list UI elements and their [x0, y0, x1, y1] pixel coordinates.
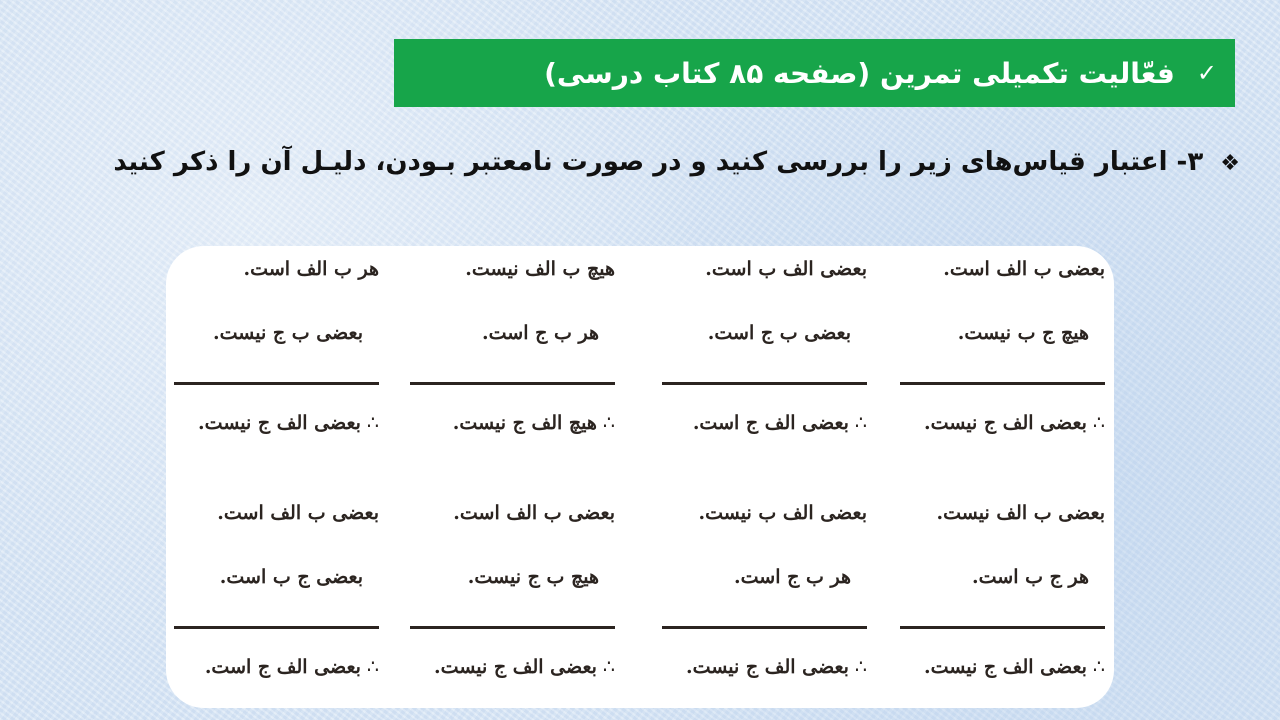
therefore-icon: ∴	[854, 656, 867, 678]
therefore-icon: ∴	[602, 412, 615, 434]
conclusion	[198, 412, 379, 434]
therefore-icon: ∴	[854, 412, 867, 434]
syllogism-2-1	[900, 496, 1105, 696]
activity-title: فعّالیت تکمیلی تمرین (صفحه ۸۵ کتاب درسی)	[544, 56, 1175, 90]
syllogism-1-1	[900, 252, 1105, 452]
syllogism-2-4	[174, 496, 379, 696]
conclusion	[686, 656, 867, 678]
syllogism-2-2	[662, 496, 867, 696]
divider-line	[662, 626, 867, 629]
syllogism-1-2	[662, 252, 867, 452]
checkmark-icon: ✓	[1196, 59, 1217, 87]
premise-major: بعضی ب الف است.	[217, 502, 379, 524]
therefore-icon: ∴	[1092, 412, 1105, 434]
conclusion-text: هیچ الف ج نیست.	[452, 412, 597, 434]
question-text-block	[60, 140, 1240, 186]
conclusion	[924, 656, 1105, 678]
syllogism-card	[166, 246, 1114, 708]
activity-title-bar	[394, 39, 1235, 107]
divider-line	[174, 382, 379, 385]
syllogism-1-3	[410, 252, 615, 452]
premise-minor: بعضی ب ج است.	[707, 322, 851, 344]
divider-line	[662, 382, 867, 385]
syllogism-row-2	[166, 496, 1114, 696]
therefore-icon: ∴	[1092, 656, 1105, 678]
premise-major: هیچ ب الف نیست.	[465, 258, 615, 280]
therefore-icon: ∴	[366, 412, 379, 434]
therefore-icon: ∴	[602, 656, 615, 678]
premise-major: بعضی ب الف نیست.	[936, 502, 1105, 524]
syllogism-row-1	[166, 252, 1114, 452]
conclusion-text: بعضی الف ج نیست.	[686, 656, 849, 678]
conclusion-text: بعضی الف ج نیست.	[924, 412, 1087, 434]
conclusion-text: بعضی الف ج نیست.	[434, 656, 597, 678]
question-text: ۳- اعتبار قیاس‌های زیر را بررسی کنید و در صورت نامعتبر بـودن، دلیـل آن را ذکر کنید	[113, 147, 1204, 177]
premise-major: هر ب الف است.	[243, 258, 379, 280]
premise-major: بعضی ب الف است.	[943, 258, 1105, 280]
premise-major: بعضی ب الف است.	[453, 502, 615, 524]
conclusion-text: بعضی الف ج نیست.	[924, 656, 1087, 678]
conclusion	[434, 656, 615, 678]
divider-line	[900, 626, 1105, 629]
divider-line	[174, 626, 379, 629]
divider-line	[410, 626, 615, 629]
premise-minor: هیچ ب ج نیست.	[467, 566, 599, 588]
conclusion	[453, 412, 615, 434]
diamond-bullet-icon: ❖	[1220, 151, 1240, 176]
divider-line	[410, 382, 615, 385]
premise-major: بعضی الف ب است.	[705, 258, 867, 280]
premise-major: بعضی الف ب نیست.	[698, 502, 867, 524]
premise-minor: هر ج ب است.	[972, 566, 1089, 588]
conclusion	[205, 656, 379, 678]
premise-minor: بعضی ب ج نیست.	[212, 322, 363, 344]
conclusion-text: بعضی الف ج است.	[692, 412, 849, 434]
conclusion	[693, 412, 867, 434]
premise-minor: هر ب ج است.	[734, 566, 851, 588]
conclusion-text: بعضی الف ج است.	[204, 656, 361, 678]
therefore-icon: ∴	[366, 656, 379, 678]
conclusion-text: بعضی الف ج نیست.	[198, 412, 361, 434]
conclusion	[924, 412, 1105, 434]
premise-minor: هیچ ج ب نیست.	[957, 322, 1089, 344]
syllogism-1-4	[174, 252, 379, 452]
premise-minor: هر ب ج است.	[482, 322, 599, 344]
premise-minor: بعضی ج ب است.	[219, 566, 363, 588]
syllogism-2-3	[410, 496, 615, 696]
divider-line	[900, 382, 1105, 385]
